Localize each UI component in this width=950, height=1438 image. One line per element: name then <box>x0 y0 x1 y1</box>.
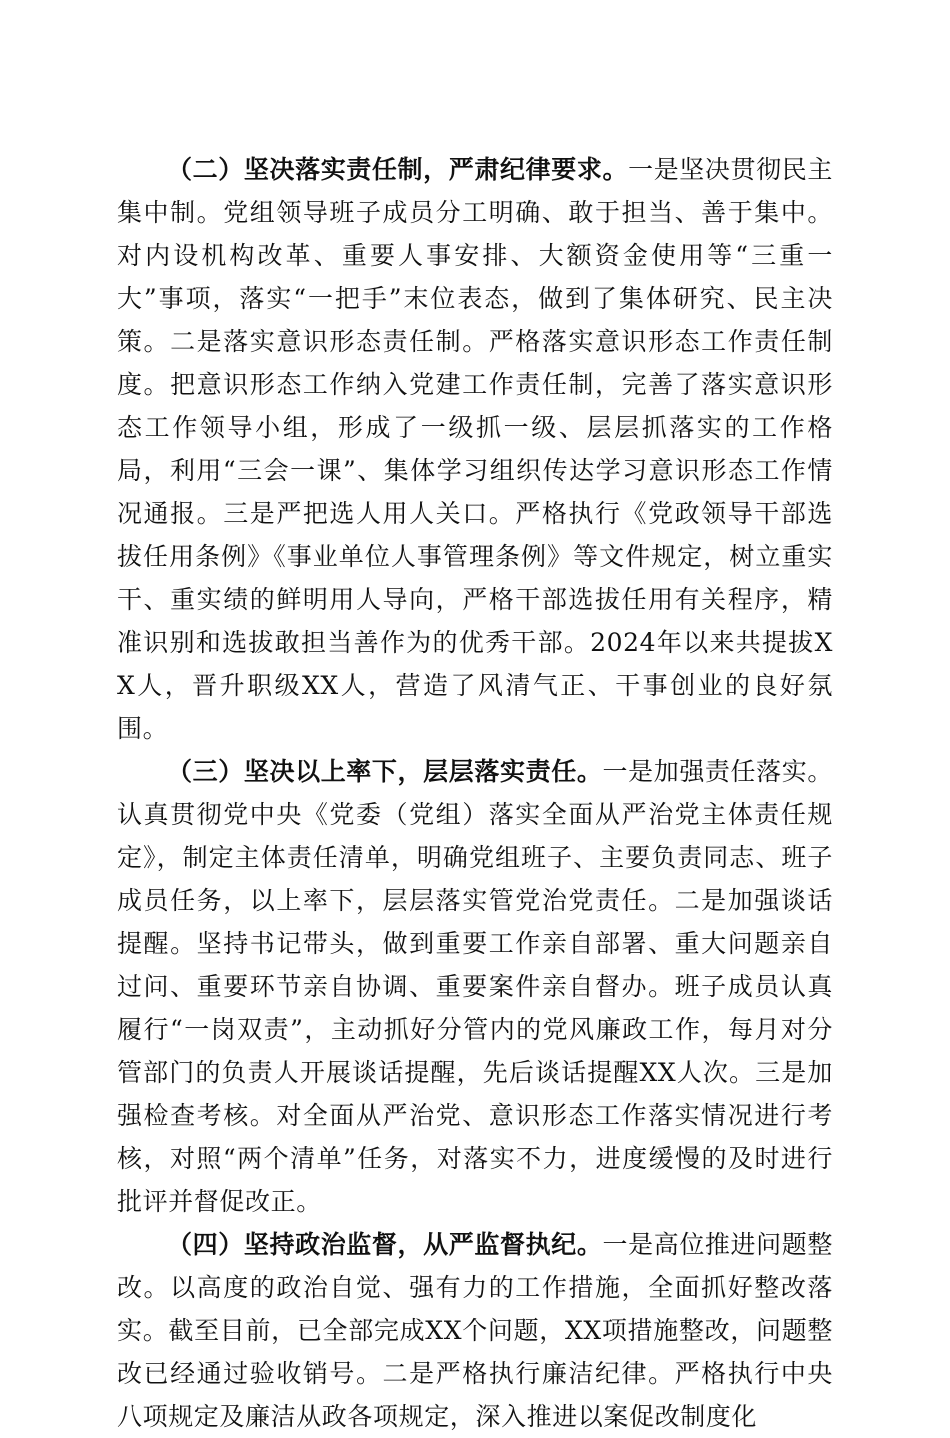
paragraph-3 <box>117 750 833 1223</box>
document-page <box>117 148 833 1438</box>
paragraph-3-heading: （三）坚决以上率下，层层落实责任。 <box>167 757 603 786</box>
paragraph-4-body: 一是高位推进问题整改。以高度的政治自觉、强有力的工作措施，全面抓好整改落实。截至目前，已全部完成XX个问题，XX项措施整改，问题整改已经通过验收销号。二是严格执行廉洁纪律。严格执行中央八项规定及廉洁从政各项规定，深入推进以案促改制度化 <box>117 1230 833 1431</box>
paragraph-4 <box>117 1223 833 1438</box>
paragraph-3-body: 一是加强责任落实。认真贯彻党中央《党委（党组）落实全面从严治党主体责任规定》，制定主体责任清单，明确党组班子、主要负责同志、班子成员任务，以上率下，层层落实管党治党责任。二是加强谈话提醒。坚持书记带头，做到重要工作亲自部署、重大问题亲自过问、重要环节亲自协调、重要案件亲自督办。班子成员认真履行“一岗双责”，主动抓好分管内的党风廉政工作，每月对分管部门的负责人开展谈话提醒，先后谈话提醒XX人次。三是加强检查考核。对全面从严治党、意识形态工作落实情况进行考核，对照“两个清单”任务，对落实不力，进度缓慢的及时进行批评并督促改正。 <box>117 757 833 1216</box>
paragraph-2-body: 一是坚决贯彻民主集中制。党组领导班子成员分工明确、敢于担当、善于集中。对内设机构改革、重要人事安排、大额资金使用等“三重一大”事项，落实“一把手”末位表态，做到了集体研究、民主决策。二是落实意识形态责任制。严格落实意识形态工作责任制度。把意识形态工作纳入党建工作责任制，完善了落实意识形态工作领导小组，形成了一级抓一级、层层抓落实的工作格局，利用“三会一课”、集体学习组织传达学习意识形态工作情况通报。三是严把选人用人关口。严格执行《党政领导干部选拔任用条例》《事业单位人事管理条例》等文件规定，树立重实干、重实绩的鲜明用人导向，严格干部选拔任用有关程序，精准识别和选拔敢担当善作为的优秀干部。2024年以来共提拔XX人，晋升职级XX人，营造了风清气正、干事创业的良好氛围。 <box>117 155 833 743</box>
paragraph-4-heading: （四）坚持政治监督，从严监督执纪。 <box>167 1230 603 1259</box>
paragraph-2 <box>117 148 833 750</box>
paragraph-2-heading: （二）坚决落实责任制，严肃纪律要求。 <box>167 155 629 184</box>
